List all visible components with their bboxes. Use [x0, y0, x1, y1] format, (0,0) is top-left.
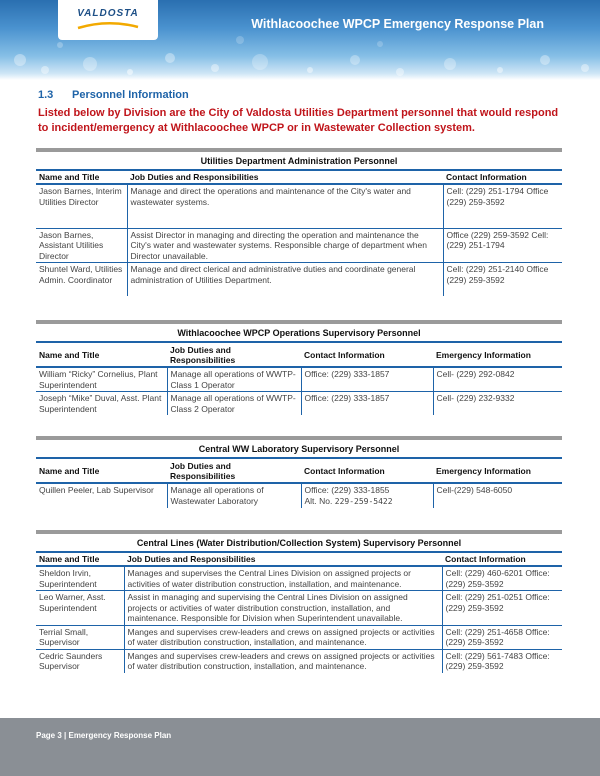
column-header: Contact Information — [301, 459, 433, 483]
table-header-row — [36, 459, 562, 483]
column-header: Contact Information — [442, 553, 562, 566]
contact-cell: Cell: (229) 251-2140 Office (229) 259-3592 — [443, 263, 562, 296]
alt-number: 229-259-5422 — [334, 496, 393, 506]
table-row — [36, 591, 562, 626]
table-row — [36, 263, 562, 296]
laboratory-table — [36, 436, 562, 508]
table-row — [36, 392, 562, 416]
name-cell: Jason Barnes, Assistant Utilities Director — [36, 228, 127, 263]
admin-personnel-table — [36, 148, 562, 296]
table — [36, 459, 562, 508]
contact-cell: Cell: (229) 251-4658 Office: (229) 259-3592 — [442, 625, 562, 649]
column-header: Emergency Information — [433, 343, 562, 367]
page-footer — [0, 718, 600, 776]
column-header: Job Duties and Responsibilities — [127, 171, 443, 184]
table — [36, 343, 562, 415]
alt-phone — [305, 496, 430, 508]
table-row — [36, 184, 562, 228]
column-header: Emergency Information — [433, 459, 562, 483]
table — [36, 171, 562, 296]
valdosta-logo — [58, 0, 158, 40]
logo-swoosh-icon — [76, 21, 140, 31]
column-header: Contact Information — [443, 171, 562, 184]
duties-cell: Manges and supervises crew-leaders and crews on assigned projects or activities of water distribution construction, installation, and maintenance. — [124, 625, 442, 649]
contact-cell: Office (229) 259-3592 Cell: (229) 251-1794 — [443, 228, 562, 263]
name-cell: Sheldon Irvin, Superintendent — [36, 566, 124, 591]
section-number: 1.3 — [38, 89, 54, 101]
contact-cell: Office: (229) 333-1857 — [301, 367, 433, 392]
contact-cell: Office: (229) 333-1857 — [301, 392, 433, 416]
column-header: Job Duties and Responsibilities — [167, 343, 301, 367]
name-cell: Jason Barnes, Interim Utilities Director — [36, 184, 127, 228]
table — [36, 553, 562, 673]
duties-cell: Manage and direct clerical and administrative duties and coordinate general administration of Utilities Department. — [127, 263, 443, 296]
section-heading — [38, 89, 189, 101]
duties-cell: Manages and supervises the Central Lines Division on assigned projects or activities of water distribution construction, installation, and maintenance. — [124, 566, 442, 591]
duties-cell: Assist Director in managing and directing the operation and maintenance the City's water and wastewater systems. Responsible charge of department when Director unavailable. — [127, 228, 443, 263]
table-header-row — [36, 343, 562, 367]
name-cell: Cedric Saunders Supervisor — [39, 650, 103, 671]
name-cell: Joseph “Mike” Duval, Asst. Plant Superintendent — [39, 393, 162, 414]
table-header-row — [36, 171, 562, 184]
emergency-cell: Cell-(229) 548-6050 — [433, 483, 562, 508]
duties-cell: Manage all operations of WWTP-Class 2 Operator — [167, 392, 301, 416]
table-row — [36, 367, 562, 392]
column-header: Job Duties and Responsibilities — [124, 553, 442, 566]
duties-cell: Assist in managing and supervising the Central Lines Division on assigned projects or activities of water distribution construction, installation, and maintenance. Responsible for Division when Superintendent unavailable. — [124, 591, 442, 626]
table-row — [36, 228, 562, 263]
column-header: Name and Title — [36, 553, 124, 566]
wpcp-operations-table — [36, 320, 562, 415]
column-header: Job Duties and Responsibilities — [167, 459, 301, 483]
table-row — [36, 566, 562, 591]
logo-text: VALDOSTA — [77, 8, 139, 19]
column-header: Name and Title — [36, 171, 127, 184]
table-row — [36, 483, 562, 508]
column-header: Name and Title — [36, 459, 167, 483]
office-phone: Office: (229) 333-1855 — [304, 485, 390, 495]
duties-cell: Manage and direct the operations and maintenance of the City's water and wastewater systems. — [127, 184, 443, 228]
footer-text: Page 3 | Emergency Response Plan — [36, 731, 172, 740]
intro-paragraph: Listed below by Division are the City of Valdosta Utilities Department personnel that would respond to incident/emergency at Withlacoochee WPCP or in Wastewater Collection system. — [38, 107, 559, 134]
duties-cell: Manage all operations of Wastewater Laboratory — [167, 483, 301, 508]
table-title: Central WW Laboratory Supervisory Personnel — [36, 440, 562, 459]
page-header — [0, 0, 600, 80]
alt-prefix: Alt. No. — [304, 495, 333, 506]
name-cell: Quillen Peeler, Lab Supervisor — [39, 485, 154, 495]
column-header: Contact Information — [301, 343, 433, 367]
document-title: Withlacoochee WPCP Emergency Response Plan — [251, 17, 544, 31]
duties-cell: Manage all operations of WWTP- Class 1 Operator — [167, 367, 301, 392]
emergency-cell: Cell- (229) 292-0842 — [433, 367, 562, 392]
name-cell: Shuntel Ward, Utilities Admin. Coordinator — [39, 264, 123, 285]
emergency-cell: Cell- (229) 232-9332 — [433, 392, 562, 416]
name-cell: Leo Warner, Asst. Superintendent — [36, 591, 124, 626]
name-cell: Terrial Small, Supervisor — [36, 625, 124, 649]
contact-cell: Cell: (229) 460-6201 Office: (229) 259-3592 — [442, 566, 562, 591]
table-title: Utilities Department Administration Personnel — [36, 152, 562, 171]
section-title: Personnel Information — [72, 89, 189, 101]
contact-cell: Cell: (229) 251-1794 Office (229) 259-3592 — [443, 184, 562, 228]
table-title: Central Lines (Water Distribution/Collection System) Supervisory Personnel — [36, 534, 562, 553]
name-cell: William “Ricky” Cornelius, Plant Superintendent — [36, 367, 167, 392]
column-header: Name and Title — [36, 343, 167, 367]
table-title: Withlacoochee WPCP Operations Supervisory Personnel — [36, 324, 562, 343]
table-header-row — [36, 553, 562, 566]
table-row — [36, 649, 562, 673]
contact-cell — [301, 483, 433, 508]
contact-cell: Cell: (229) 251-0251 Office: (229) 259-3592 — [442, 591, 562, 626]
contact-cell: Cell: (229) 561-7483 Office: (229) 259-3592 — [442, 649, 562, 673]
table-row — [36, 625, 562, 649]
duties-cell: Manges and supervises crew-leaders and crews on assigned projects or activities of water distribution construction, installation, and maintenance. — [124, 649, 442, 673]
central-lines-table — [36, 530, 562, 673]
